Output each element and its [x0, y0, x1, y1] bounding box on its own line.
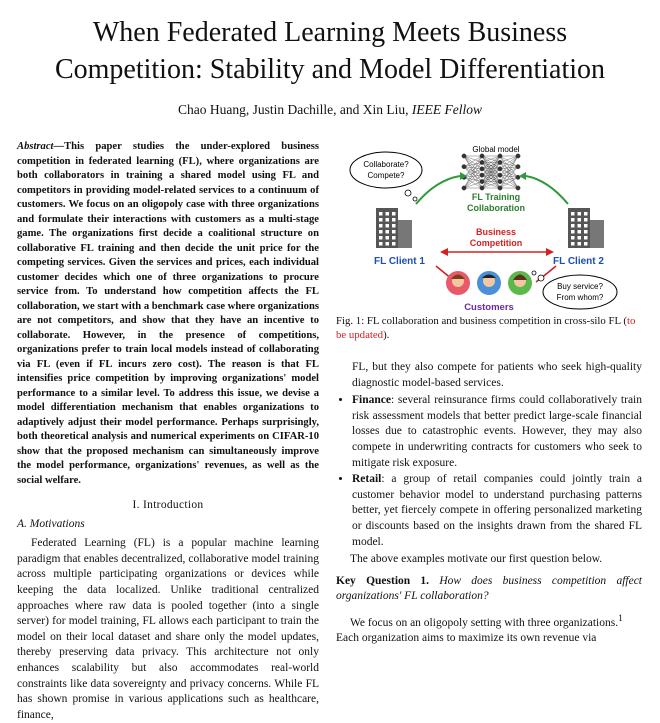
abstract-body: —This paper studies the under-explored business competition in federated learning (FL), where organizations are both collaborators in training a shared model using FL and competitors in providing model-related services to a continuum of customers. We focus on an oligopoly case with three organizations and formulate their interactions with customers as a multi-stage game. The organizations first decide a coalitional structure on collaborative FL training and then decide the unit price for the competing services. Given the services and prices, each individual customer decides which one of three organizations to procure service from. To understand how competition affects the FL collaboration, we start with a benchmark case where organizations are not competitors, and show that they have an incentive to collaborate. However, in the presence of competitions, organizations prefer to train local models instead of collaborating via FL (even if FL incurs zero cost). The reason is that FL intensifies price competition by improving organizations' model performance to a similar level. To address this issue, we devise a model differentiation mechanism that enables organizations to adaptively adjust their model performance. Perhaps surprisingly, both theoretical analysis and numerical experiments on CIFAR-10 show that the proposed mechanism can simultaneously improve the model performance, organizations' revenues, as well as the social welfare. [17, 141, 319, 486]
building-icon-right [568, 208, 604, 248]
nn-node [498, 167, 502, 171]
paper-title [0, 14, 660, 88]
neural-network-icon [462, 154, 520, 190]
nn-node [480, 167, 484, 171]
subsection-heading: A. Motivations [17, 517, 85, 530]
bullet-bold: Retail [352, 473, 382, 486]
red-arrow-head-left [440, 248, 448, 256]
window [379, 218, 383, 222]
window [392, 212, 396, 216]
window [578, 242, 582, 246]
author-line [0, 102, 660, 118]
window [584, 224, 588, 228]
window [379, 212, 383, 216]
nn-node [480, 179, 484, 183]
window [584, 212, 588, 216]
window [386, 236, 390, 240]
caption-end: ). [383, 329, 390, 341]
client-2-label: FL Client 2 [553, 256, 604, 267]
bullet-text: : a group of retail companies could jointly train a customer behavior model to understand purchasing patterns better, yet fiercely compete in offering personalized marketing or discounts based on the insights drawn from the shared FL model. [352, 473, 642, 548]
window [379, 224, 383, 228]
customers-label: Customers [464, 302, 514, 313]
title-line-2: Competition: Stability and Model Differentiation [54, 54, 606, 85]
window [379, 230, 383, 234]
window [386, 212, 390, 216]
whom-question: From whom? [556, 293, 604, 302]
customer-avatars [446, 271, 532, 295]
title-line-1: When Federated Learning Meets Business [92, 17, 568, 48]
window [379, 236, 383, 240]
window [392, 236, 396, 240]
key-question-text: How does business competition affect organizations' FL collaboration? [336, 574, 642, 603]
abstract-lead: Abstract [17, 141, 54, 152]
motivate-line: The above examples motivate our first question below. [350, 553, 603, 566]
window [571, 224, 575, 228]
business-label: Business [475, 227, 517, 237]
caption-todo: to be updated [336, 315, 636, 341]
last-line: Each organization aims to maximize its own revenue via [336, 632, 597, 645]
window [392, 218, 396, 222]
building-icon-left [376, 208, 412, 248]
nn-node [480, 160, 484, 164]
window [386, 218, 390, 222]
key-question-label: Key Question 1. [336, 574, 430, 587]
window [578, 212, 582, 216]
window [386, 230, 390, 234]
nn-node [480, 173, 484, 177]
competition-label: Competition [469, 238, 523, 248]
global-model-label: Global model [472, 145, 520, 154]
caption-main: Fig. 1: FL collaboration and business competition in cross-silo FL ( [336, 315, 627, 327]
client-1-label: FL Client 1 [374, 256, 425, 267]
nn-node [462, 154, 466, 158]
window [392, 224, 396, 228]
window [392, 230, 396, 234]
window [578, 230, 582, 234]
intro-paragraph: Federated Learning (FL) is a popular machine learning paradigm that enables decentralized, collaborative model training across multiple participating organizations or devices while keeping the data localized. Unlike traditional centralized approaches where raw data is pooled together (into a single server) for model training, FL allows each participant to train the model on their local dataset and share only the model updates, thereby preserving data privacy. This architecture not only enhances scalability but also accommodates real-world constraints like data sovereignty and privacy concerns. While FL has shown promise in various applications such as healthcare, finance, [17, 537, 319, 721]
bullet-bold: Finance [352, 394, 391, 407]
window [584, 236, 588, 240]
window [386, 224, 390, 228]
window [386, 242, 390, 246]
window [379, 242, 383, 246]
nn-node [516, 186, 520, 190]
nn-node [498, 160, 502, 164]
nn-node [498, 154, 502, 158]
collaboration-label: Collaboration [467, 203, 525, 213]
window [571, 230, 575, 234]
key-question [336, 574, 642, 605]
window [578, 224, 582, 228]
window [571, 236, 575, 240]
nn-node [462, 186, 466, 190]
nn-node [516, 154, 520, 158]
window [571, 212, 575, 216]
list-item [352, 472, 642, 550]
authors: Chao Huang, Justin Dachille, and Xin Liu, [177, 102, 409, 117]
window [584, 242, 588, 246]
fl-training-label: FL Training [471, 192, 521, 202]
nn-node [498, 173, 502, 177]
red-arrow-head-right [546, 248, 554, 256]
nn-node [516, 164, 520, 168]
window [571, 218, 575, 222]
window [392, 242, 396, 246]
nn-node [480, 154, 484, 158]
window [571, 242, 575, 246]
nn-node [462, 164, 466, 168]
right-column [336, 360, 642, 647]
focus-line [336, 611, 642, 631]
examples-list [336, 393, 642, 550]
nn-node [498, 179, 502, 183]
section-heading: I. Introduction [132, 499, 204, 511]
compete-question: Compete? [367, 171, 405, 180]
list-item [352, 393, 642, 471]
authors-suffix: IEEE Fellow [411, 102, 483, 117]
collab-question: Collaborate? [363, 160, 409, 169]
left-column [17, 140, 319, 723]
right-continuation: FL, but they also compete for patients who seek high-quality diagnostic model-based services. [352, 361, 642, 389]
window [578, 236, 582, 240]
abstract [17, 140, 319, 488]
footnote-mark: 1 [618, 612, 623, 624]
focus-text: We focus on an oligopoly setting with three organizations. [350, 616, 619, 629]
nn-node [480, 186, 484, 190]
window [578, 218, 582, 222]
figure-1 [336, 140, 642, 314]
buy-question: Buy service? [557, 282, 603, 291]
thought-cloud-right [532, 271, 617, 309]
figure-caption [336, 314, 642, 342]
thought-cloud-left [350, 152, 422, 201]
window [584, 218, 588, 222]
window [584, 230, 588, 234]
bullet-text: : several reinsurance firms could collaboratively train risk assessment models that better predict large-scale financial losses due to catastrophic events. However, they may also compete in underwriting contracts for customers who seek to mitigate risk exposure. [352, 394, 642, 469]
nn-node [498, 186, 502, 190]
arrow-head-right [519, 172, 526, 180]
